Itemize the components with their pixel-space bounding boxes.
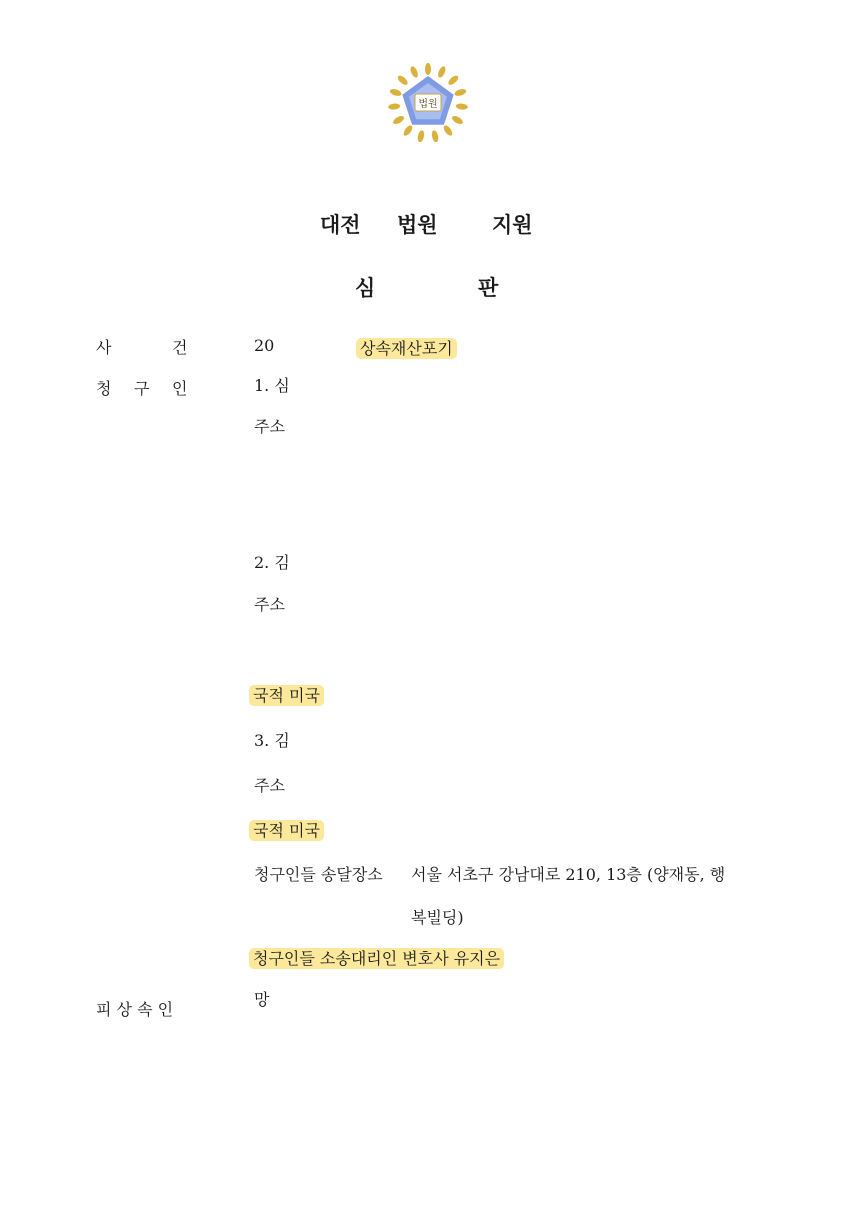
claimant2-nationality: 국적 미국	[249, 685, 324, 706]
attorney-highlight: 청구인들 소송대리인 변호사 유지은	[249, 948, 504, 969]
decedent-name: 망	[254, 990, 270, 1009]
claimant-label-char1: 청	[96, 379, 112, 398]
service-address-line1: 서울 서초구 강남대로 210, 13층 (양재동, 행	[411, 865, 726, 884]
court-name-part2: 법원	[397, 213, 438, 237]
case-number: 20	[254, 336, 275, 355]
claimant-label-char2: 구	[134, 379, 150, 398]
service-address-line2: 복빌딩)	[411, 908, 464, 927]
case-label-char2: 건	[172, 338, 188, 357]
claimant3-nationality: 국적 미국	[249, 820, 324, 841]
claimant-label-char3: 인	[172, 379, 188, 398]
claimant2-address-label: 주소	[254, 595, 285, 614]
court-name-part3: 지원	[492, 213, 533, 237]
decedent-label: 피 상 속 인	[96, 1000, 174, 1019]
case-label-char1: 사	[96, 338, 112, 357]
doc-type-char1: 심	[355, 276, 376, 300]
court-emblem-logo	[388, 62, 468, 142]
claimant3-address-label: 주소	[254, 776, 285, 795]
emblem-text: 법원	[418, 99, 438, 110]
service-address-label: 청구인들 송달장소	[254, 865, 383, 884]
claimant2-name: 2. 김	[254, 553, 290, 572]
claimant1-address-label: 주소	[254, 417, 285, 436]
claimant3-name: 3. 김	[254, 731, 290, 750]
court-name-part1: 대전	[320, 213, 361, 237]
claimant1-name: 1. 심	[254, 376, 290, 395]
doc-type-char2: 판	[478, 276, 499, 300]
case-name-highlight: 상속재산포기	[356, 338, 457, 359]
